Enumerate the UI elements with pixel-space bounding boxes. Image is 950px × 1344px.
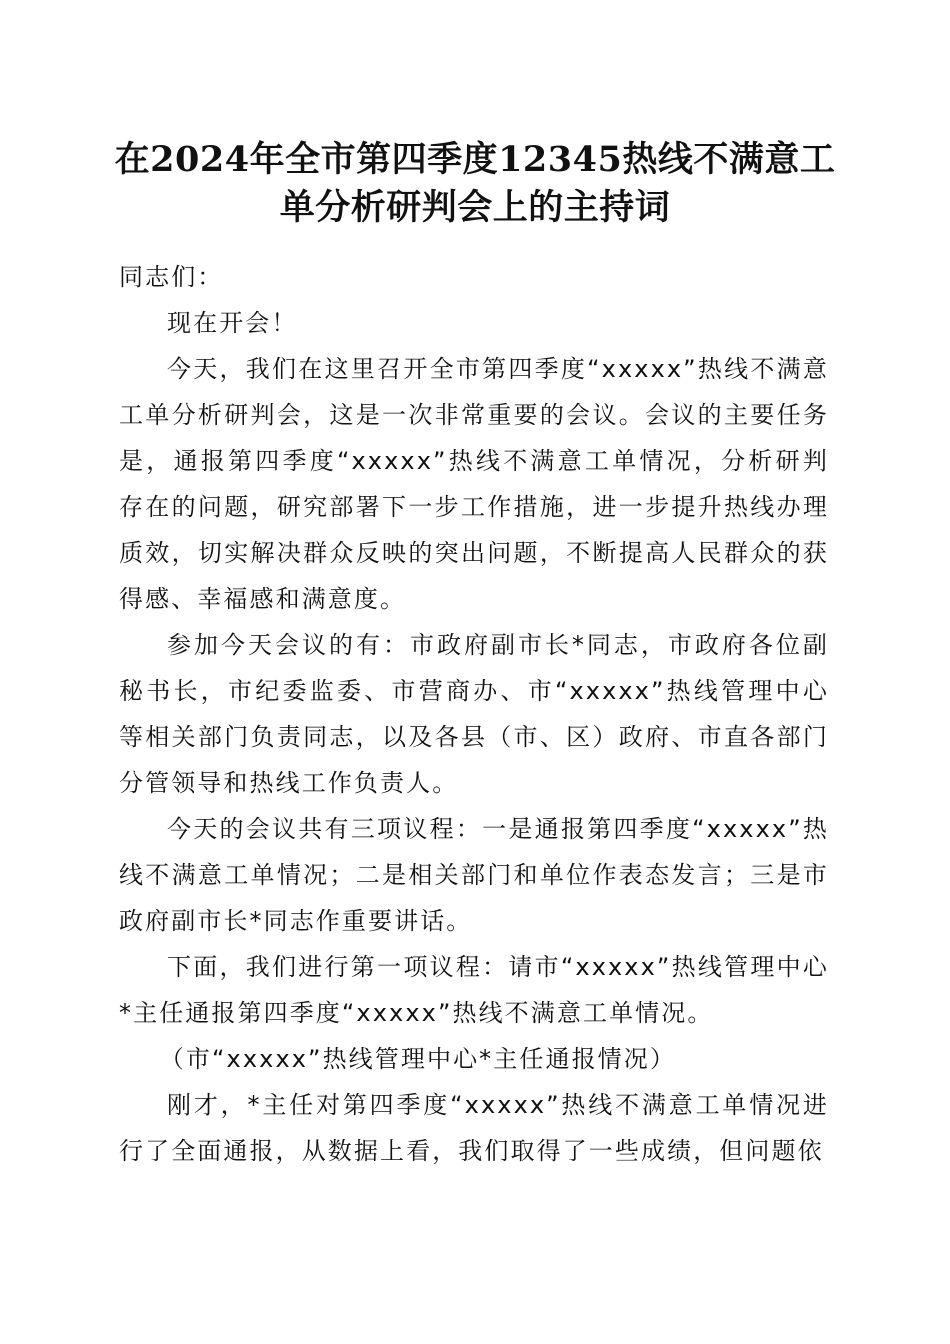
paragraph-opening: 现在开会！ (167, 309, 298, 337)
paragraph-summary: 刚才，*主任对第四季度“xxxxx”热线不满意工单情况进行了全面通报，从数据上看，我们取得了一些成绩，但问题依 (119, 1091, 829, 1165)
paragraph-attendees: 参加今天会议的有：市政府副市长*同志，市政府各位副秘书长，市纪委监委、市营商办、市“xxxxx”热线管理中心等相关部门负责同志，以及各县（市、区）政府、市直各部门分管领导和热线工作负责人。 (119, 631, 829, 797)
paragraph-agenda: 今天的会议共有三项议程：一是通报第四季度“xxxxx”热线不满意工单情况；二是相关部门和单位作表态发言；三是市政府副市长*同志作重要讲话。 (119, 815, 829, 935)
stage-note: （市“xxxxx”热线管理中心*主任通报情况） (159, 1045, 676, 1073)
title-line-1: 在2024年全市第四季度12345热线不满意工 (114, 139, 836, 180)
paragraph-purpose: 今天，我们在这里召开全市第四季度“xxxxx”热线不满意工单分析研判会，这是一次非常重要的会议。会议的主要任务是，通报第四季度“xxxxx”热线不满意工单情况，分析研判存在的问题，研究部署下一步工作措施，进一步提升热线办理质效，切实解决群众反映的突出问题，不断提高人民群众的获得感、幸福感和满意度。 (119, 355, 829, 613)
paragraph-first-item: 下面，我们进行第一项议程：请市“xxxxx”热线管理中心*主任通报第四季度“xxxxx”热线不满意工单情况。 (119, 953, 829, 1027)
document-body (119, 254, 829, 1174)
salutation: 同志们： (119, 263, 224, 291)
title-line-2: 单分析研判会上的主持词 (279, 187, 671, 228)
document-title (100, 136, 850, 232)
